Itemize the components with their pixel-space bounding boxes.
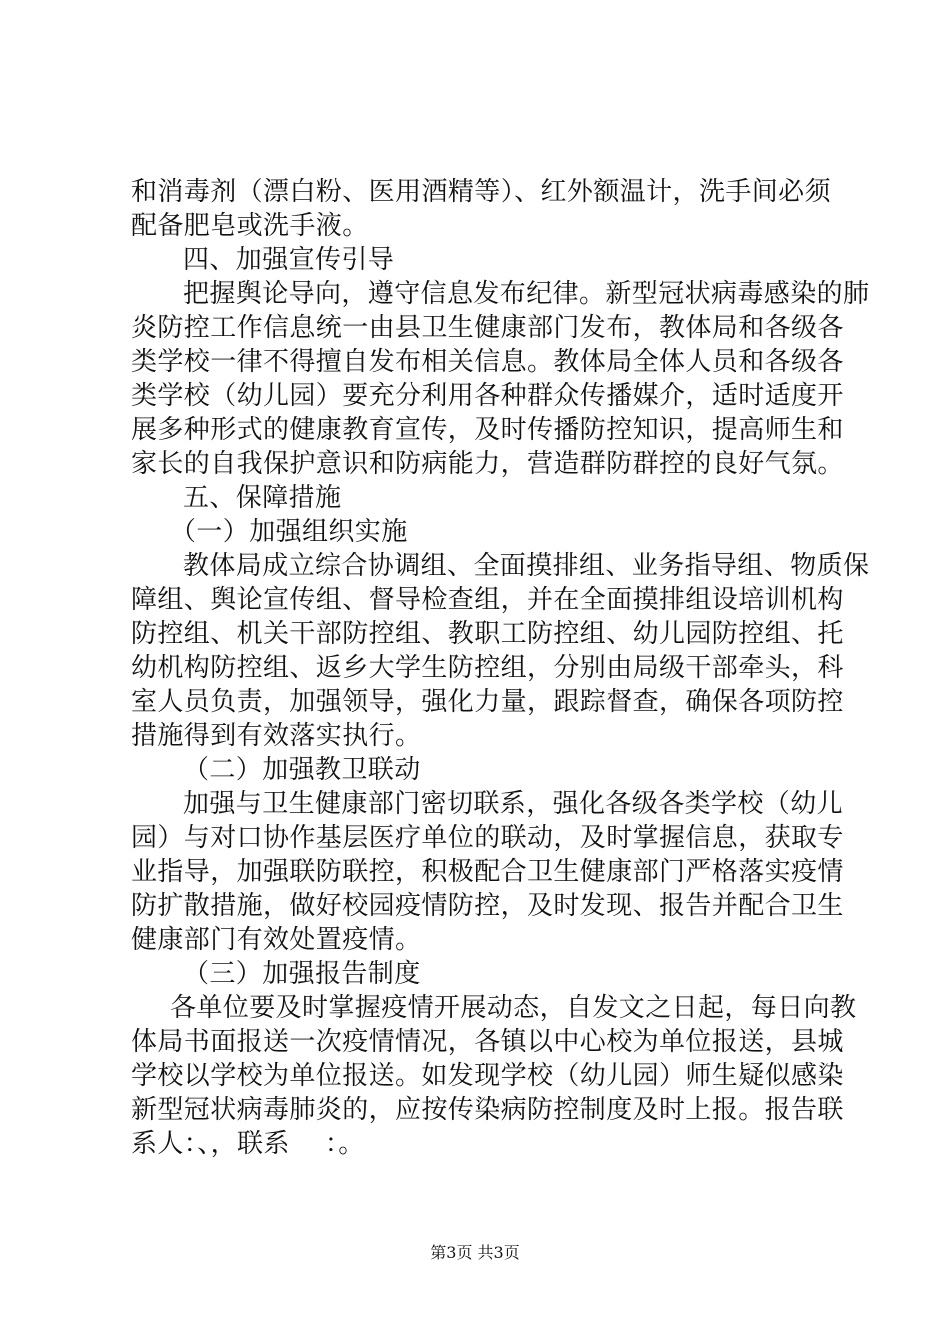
text-line-28: 新型冠状病毒肺炎的，应按传染病防控制度及时上报。报告联 <box>131 1095 844 1125</box>
text-line-9: 家长的自我保护意识和防病能力，营造群防群控的良好气氛。 <box>131 449 844 479</box>
subsection-heading-3: （三）加强报告制度 <box>183 959 421 989</box>
text-line-29: 系人：、，联系 ：。 <box>131 1129 365 1159</box>
text-line-23: 健康部门有效处置疫情。 <box>131 925 422 955</box>
text-line-21: 业指导，加强联防联控，积极配合卫生健康部门严格落实疫情 <box>131 857 844 887</box>
text-line-2: 配备肥皂或洗手液。 <box>131 211 369 241</box>
text-line-8: 展多种形式的健康教育宣传，及时传播防控知识，提高师生和 <box>131 415 844 445</box>
text-line-25: 各单位要及时掌握疫情开展动态，自发文之日起，每日向教 <box>170 993 857 1023</box>
text-line-16: 室人员负责，加强领导，强化力量，跟踪督查，确保各项防控 <box>131 687 844 717</box>
subsection-heading-1: （一）加强组织实施 <box>170 517 408 547</box>
text-line-1: 和消毒剂（漂白粉、医用酒精等）、红外额温计，洗手间必须 <box>131 177 831 207</box>
text-line-20: 园）与对口协作基层医疗单位的联动，及时掌握信息，获取专 <box>131 823 844 853</box>
section-heading-5: 五、保障措施 <box>183 483 342 513</box>
text-line-5: 炎防控工作信息统一由县卫生健康部门发布，教体局和各级各 <box>131 313 844 343</box>
text-line-19: 加强与卫生健康部门密切联系，强化各级各类学校（幼儿 <box>183 789 844 819</box>
text-line-26: 体局书面报送一次疫情情况，各镇以中心校为单位报送，县城 <box>131 1027 844 1057</box>
text-line-13: 障组、舆论宣传组、督导检查组，并在全面摸排组设培训机构 <box>131 585 844 615</box>
section-heading-4: 四、加强宣传引导 <box>183 245 395 275</box>
text-line-7: 类学校（幼儿园）要充分利用各种群众传播媒介，适时适度开 <box>131 381 844 411</box>
text-line-6: 类学校一律不得擅自发布相关信息。教体局全体人员和各级各 <box>131 347 844 377</box>
text-line-4: 把握舆论导向，遵守信息发布纪律。新型冠状病毒感染的肺 <box>183 279 870 309</box>
text-line-22: 防扩散措施，做好校园疫情防控，及时发现、报告并配合卫生 <box>131 891 844 921</box>
page-number-footer: 第3页 共3页 <box>430 1243 520 1262</box>
text-line-27: 学校以学校为单位报送。如发现学校（幼儿园）师生疑似感染 <box>131 1061 844 1091</box>
text-line-12: 教体局成立综合协调组、全面摸排组、业务指导组、物质保 <box>183 551 870 581</box>
text-line-17: 措施得到有效落实执行。 <box>131 721 422 751</box>
text-line-14: 防控组、机关干部防控组、教职工防控组、幼儿园防控组、托 <box>131 619 844 649</box>
text-line-15: 幼机构防控组、返乡大学生防控组，分别由局级干部牵头，科 <box>131 653 844 683</box>
subsection-heading-2: （二）加强教卫联动 <box>183 755 421 785</box>
